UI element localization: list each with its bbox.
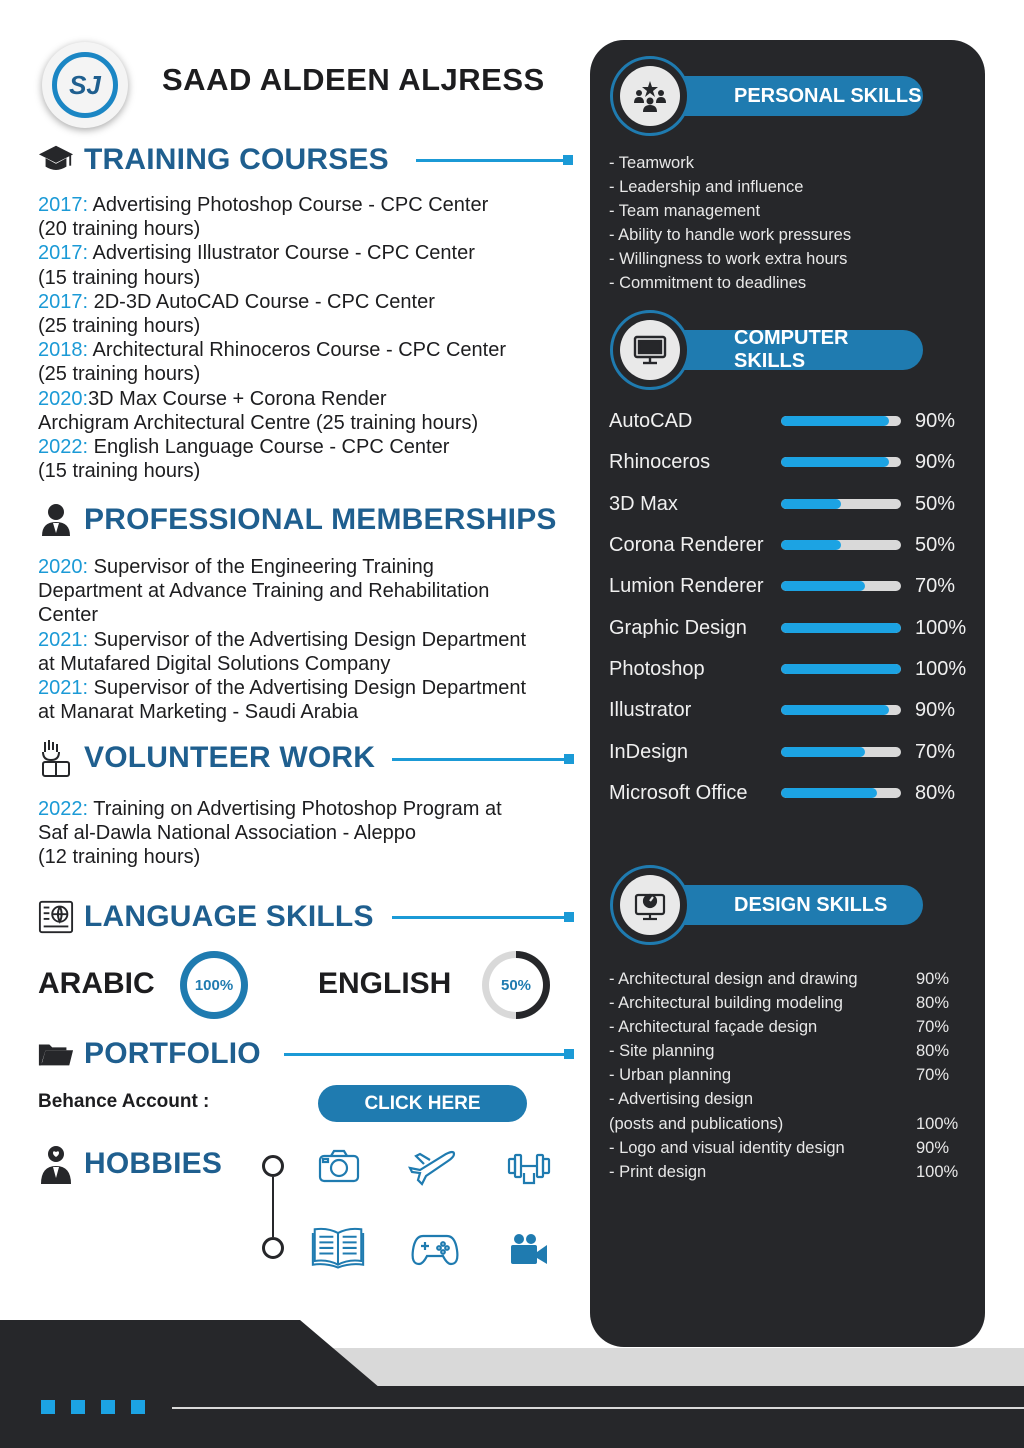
person-icon [38, 502, 74, 538]
list-item: (posts and publications) 100% [609, 1114, 959, 1133]
skill-name: InDesign [609, 740, 688, 763]
divider [416, 159, 566, 162]
section-label: DESIGN SKILLS [734, 893, 888, 916]
skill-percent: 100% [915, 657, 967, 680]
divider-end [564, 912, 574, 922]
dumbbell-icon [502, 1143, 556, 1189]
skill-row [609, 447, 979, 477]
skill-percent: 80% [915, 781, 956, 804]
memberships-list [38, 555, 583, 724]
skill-row [609, 778, 979, 808]
skill-percent: 50% [915, 492, 956, 515]
skill-bar [781, 416, 901, 426]
list-item: Saf al-Dawla National Association - Aleppo [38, 822, 416, 845]
skill-bar-fill [781, 540, 841, 550]
list-item: - Architectural building modeling 80% [609, 994, 950, 1013]
skill-name: 3D Max [609, 492, 678, 515]
list-item: (20 training hours) [38, 218, 201, 241]
logo [42, 42, 128, 128]
candidate-name: SAAD ALDEEN ALJRESS [162, 62, 545, 97]
list-item: - Ability to handle work pressures [609, 226, 852, 245]
personal-skills-badge [610, 56, 690, 136]
skill-bar-fill [781, 581, 865, 591]
gamepad-icon [408, 1226, 462, 1272]
camera-icon [312, 1143, 366, 1189]
video-camera-icon [502, 1226, 556, 1272]
volunteer-heading: VOLUNTEER WORK [38, 740, 375, 776]
divider-end [563, 155, 573, 165]
list-item: 2022: Training on Advertising Photoshop Program at [38, 798, 502, 820]
skill-bar [781, 581, 901, 591]
design-skills-list [609, 967, 974, 1184]
book-icon [311, 1224, 365, 1270]
skill-percent: 90% [915, 409, 956, 432]
hobbies-heading: HOBBIES [38, 1146, 222, 1182]
language-level-label: 50% [489, 958, 543, 1012]
behance-label: Behance Account : [38, 1091, 210, 1112]
portfolio-heading: PORTFOLIO [38, 1036, 261, 1072]
skill-name: AutoCAD [609, 409, 693, 432]
design-skills-badge [610, 865, 690, 945]
list-item: - Team management [609, 202, 761, 221]
skill-percent: 100% [915, 616, 967, 639]
footer-square [131, 1400, 145, 1414]
list-item: (15 training hours) [38, 460, 201, 483]
list-item: (12 training hours) [38, 846, 201, 869]
skill-percent: 90% [915, 698, 956, 721]
list-item: 2021: Supervisor of the Advertising Design Department [38, 677, 527, 700]
personal-skills-list [609, 151, 969, 296]
sj-monogram-icon: SJ [52, 52, 118, 118]
skill-row [609, 571, 979, 601]
list-item: - Site planning 80% [609, 1042, 950, 1061]
volunteer-list [38, 797, 583, 870]
list-item: 2020:3D Max Course + Corona Render [38, 387, 387, 410]
skill-row [609, 406, 979, 436]
list-item: - Advertising design [609, 1090, 753, 1109]
skill-bar [781, 540, 901, 550]
skill-row [609, 613, 979, 643]
footer-bar [0, 1386, 1024, 1448]
footer-square [41, 1400, 55, 1414]
section-label: COMPUTER SKILLS [734, 327, 849, 372]
footer-square [71, 1400, 85, 1414]
skill-bar-fill [781, 788, 877, 798]
skill-row [609, 695, 979, 725]
list-item: at Mutafared Digital Solutions Company [38, 652, 391, 675]
monitor-icon [620, 320, 680, 380]
list-item: (15 training hours) [38, 266, 201, 289]
list-item: 2021: Supervisor of the Advertising Design Department [38, 628, 527, 651]
memberships-heading: PROFESSIONAL MEMBERSHIPS [38, 502, 557, 538]
graduation-cap-icon [38, 142, 74, 178]
skill-bar [781, 457, 901, 467]
hobbies-dot [262, 1155, 284, 1177]
skill-row [609, 530, 979, 560]
skill-bar [781, 664, 901, 674]
divider-end [564, 754, 574, 764]
volunteer-hands-icon [38, 740, 74, 776]
divider-end [564, 1049, 574, 1059]
list-item: Department at Advance Training and Rehabilitation [38, 580, 490, 603]
skill-row [609, 654, 979, 684]
skill-bar [781, 499, 901, 509]
language-level-ring [180, 951, 248, 1019]
training-list [38, 193, 578, 483]
skill-bar [781, 788, 901, 798]
hobbies-connector [272, 1177, 274, 1237]
list-item: 2022: English Language Course - CPC Center [38, 436, 450, 459]
divider [392, 758, 567, 761]
language-english: ENGLISH [318, 967, 452, 1000]
list-item: - Logo and visual identity design 90% [609, 1138, 950, 1157]
skill-percent: 70% [915, 740, 956, 763]
language-book-icon [38, 899, 74, 935]
list-item: - Urban planning 70% [609, 1066, 950, 1085]
list-item: 2017: Advertising Illustrator Course - CPC Center [38, 242, 475, 265]
skill-name: Rhinoceros [609, 450, 711, 473]
skill-bar-fill [781, 499, 841, 509]
list-item: Archigram Architectural Centre (25 training hours) [38, 411, 479, 434]
list-item: - Commitment to deadlines [609, 274, 807, 293]
list-item: - Willingness to work extra hours [609, 250, 848, 269]
computer-skills-badge [610, 310, 690, 390]
skill-bar-fill [781, 623, 901, 633]
person-heart-icon [38, 1146, 74, 1182]
design-screen-icon [620, 875, 680, 935]
team-star-icon [620, 66, 680, 126]
airplane-icon [405, 1143, 459, 1189]
design-skills-header [650, 885, 923, 925]
list-item: - Leadership and influence [609, 178, 804, 197]
skill-name: Microsoft Office [609, 781, 748, 804]
divider [284, 1053, 567, 1056]
behance-link-button[interactable]: CLICK HERE [318, 1085, 527, 1122]
skill-name: Lumion Renderer [609, 574, 764, 597]
skill-bar [781, 623, 901, 633]
list-item: (25 training hours) [38, 315, 201, 338]
list-item: - Architectural façade design 70% [609, 1018, 950, 1037]
language-heading: LANGUAGE SKILLS [38, 899, 374, 935]
skill-name: Corona Renderer [609, 533, 764, 556]
list-item: (25 training hours) [38, 363, 201, 386]
list-item: 2017: 2D-3D AutoCAD Course - CPC Center [38, 290, 435, 313]
skill-bar-fill [781, 705, 889, 715]
folder-icon [38, 1036, 74, 1072]
language-level-label: 100% [187, 958, 241, 1012]
skill-bar [781, 705, 901, 715]
list-item: - Print design 100% [609, 1162, 959, 1181]
skill-row [609, 489, 979, 519]
skill-name: Graphic Design [609, 616, 747, 639]
skill-row [609, 737, 979, 767]
computer-skills-header [650, 327, 923, 372]
training-courses-heading: TRAINING COURSES [38, 142, 389, 178]
skill-percent: 70% [915, 574, 956, 597]
section-label: PERSONAL SKILLS [734, 84, 922, 107]
skill-percent: 90% [915, 450, 956, 473]
list-item: Center [38, 604, 99, 627]
personal-skills-header [650, 76, 923, 116]
list-item: at Manarat Marketing - Saudi Arabia [38, 701, 359, 724]
hobbies-dot [262, 1237, 284, 1259]
footer-line [172, 1407, 1024, 1409]
footer-square [101, 1400, 115, 1414]
skill-bar [781, 747, 901, 757]
footer-tab [0, 1320, 380, 1388]
skill-name: Photoshop [609, 657, 705, 680]
skill-bar-fill [781, 416, 889, 426]
skill-name: Illustrator [609, 698, 692, 721]
list-item: - Teamwork [609, 154, 694, 172]
list-item: 2020: Supervisor of the Engineering Training [38, 556, 434, 578]
list-item: 2017: Advertising Photoshop Course - CPC Center [38, 194, 489, 216]
language-arabic: ARABIC [38, 967, 155, 1000]
skill-percent: 50% [915, 533, 956, 556]
skill-bar-fill [781, 457, 889, 467]
divider [392, 916, 567, 919]
language-level-ring [482, 951, 550, 1019]
list-item: 2018: Architectural Rhinoceros Course - CPC Center [38, 339, 507, 362]
skill-bar-fill [781, 747, 865, 757]
skill-bar-fill [781, 664, 901, 674]
list-item: - Architectural design and drawing 90% [609, 970, 950, 988]
